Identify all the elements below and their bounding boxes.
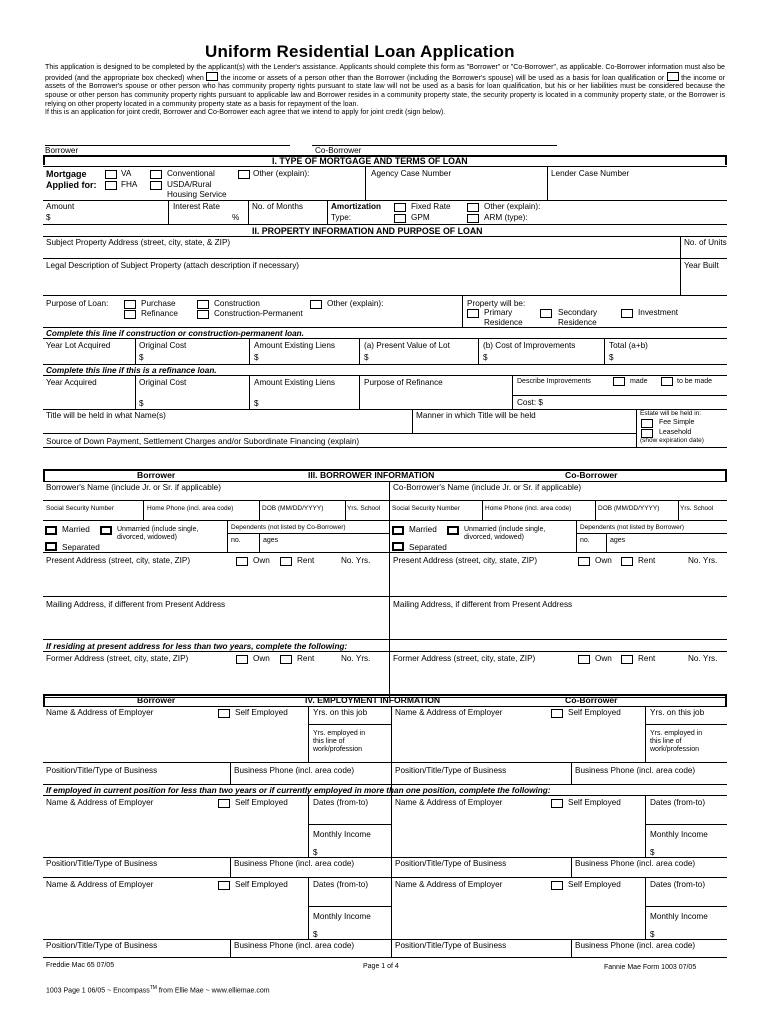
agency-case-label: Agency Case Number bbox=[371, 169, 452, 178]
other-mortgage-checkbox[interactable] bbox=[238, 170, 250, 179]
footer-encompass bbox=[46, 986, 270, 995]
borrower-former-rent-label: Rent bbox=[297, 654, 315, 663]
borrower-former-yrs-label: No. Yrs. bbox=[341, 654, 371, 663]
coborrower-married-label: Married bbox=[409, 525, 437, 534]
coborrower-dependents-label: Dependents (not listed by Borrower) bbox=[580, 524, 685, 531]
form-title: Uniform Residential Loan Application bbox=[205, 42, 515, 61]
borrower-employer-3-label: Name & Address of Employer bbox=[46, 880, 154, 889]
units-label: No. of Units bbox=[684, 238, 727, 247]
borrower-former-own-label: Own bbox=[253, 654, 270, 663]
borrower-self-employed-3-checkbox[interactable] bbox=[218, 881, 230, 890]
property-will-be-label: Property will be: bbox=[467, 299, 526, 308]
gpm-checkbox[interactable] bbox=[394, 214, 406, 223]
coborrower-signature-label: Co-Borrower bbox=[315, 146, 362, 155]
footer-fannie-mae: Fannie Mae Form 1003 07/05 bbox=[604, 964, 697, 971]
purpose-label: Purpose of Loan: bbox=[46, 299, 109, 308]
improvements-made-checkbox[interactable] bbox=[613, 377, 625, 386]
coborrower-former-rent-label: Rent bbox=[638, 654, 656, 663]
fha-label: FHA bbox=[121, 180, 138, 189]
construction-label: Construction bbox=[214, 299, 260, 308]
other-purpose-label: Other (explain): bbox=[327, 299, 384, 308]
footer-encompass-pre: 1003 Page 1 06/05 ~ Encompass bbox=[46, 987, 150, 995]
amortization-label: Amortization bbox=[331, 202, 382, 211]
legal-description-label: Legal Description of Subject Property (attach description if necessary) bbox=[46, 261, 300, 270]
section2-heading: II. PROPERTY INFORMATION AND PURPOSE OF LOAN bbox=[252, 226, 483, 236]
coborrower-business-phone-2-label: Business Phone (incl. area code) bbox=[575, 859, 696, 868]
coborrower-name-label: Co-Borrower's Name (include Jr. or Sr. if applicable) bbox=[393, 483, 582, 492]
borrower-former-own-checkbox[interactable] bbox=[236, 655, 248, 664]
made-label: made bbox=[630, 378, 648, 385]
borrower-signature-line[interactable] bbox=[45, 145, 290, 146]
borrower-married-label: Married bbox=[62, 525, 90, 534]
cost-label: Cost: $ bbox=[517, 398, 543, 407]
borrower-position-label: Position/Title/Type of Business bbox=[46, 766, 158, 775]
refi-existing-liens-dollar: $ bbox=[254, 399, 259, 408]
intro-paragraph bbox=[45, 63, 725, 117]
expiration-label: (show expiration date) bbox=[640, 437, 704, 444]
coborrower-position-3-label: Position/Title/Type of Business bbox=[395, 941, 507, 950]
borrower-monthly-3-dollar: $ bbox=[313, 930, 318, 939]
borrower-yrs-line-2: this line of bbox=[313, 738, 345, 745]
amount-dollar: $ bbox=[46, 213, 51, 222]
borrower-yrs-line-3: work/profession bbox=[313, 746, 363, 753]
section3-heading: III. BORROWER INFORMATION bbox=[308, 470, 435, 480]
footer-encompass-post: from Ellie Mae ~ www.elliemae.com bbox=[156, 987, 270, 995]
describe-improvements-label: Describe Improvements bbox=[517, 378, 591, 385]
other-amortization-label: Other (explain): bbox=[484, 202, 541, 211]
existing-liens-label: Amount Existing Liens bbox=[254, 341, 336, 350]
coborrower-married-checkbox[interactable] bbox=[392, 526, 404, 535]
coborrower-former-yrs-label: No. Yrs. bbox=[688, 654, 718, 663]
refinance-checkbox[interactable] bbox=[124, 310, 136, 319]
section4-heading: IV. EMPLOYMENT INFORMATION bbox=[305, 695, 441, 705]
section1-heading: I. TYPE OF MORTGAGE AND TERMS OF LOAN bbox=[272, 156, 468, 166]
months-label: No. of Months bbox=[252, 202, 303, 211]
secondary-residence-checkbox[interactable] bbox=[540, 309, 552, 318]
coborrower-employer-3-label: Name & Address of Employer bbox=[395, 880, 503, 889]
construction-permanent-label: Construction-Permanent bbox=[214, 309, 303, 318]
borrower-married-checkbox[interactable] bbox=[45, 526, 57, 535]
coborrower-school-label: Yrs. School bbox=[680, 505, 714, 512]
coborrower-rent-checkbox[interactable] bbox=[621, 557, 633, 566]
primary-label-1: Primary bbox=[484, 308, 513, 317]
borrower-mailing-label: Mailing Address, if different from Present Address bbox=[46, 600, 226, 609]
lender-case-label: Lender Case Number bbox=[551, 169, 630, 178]
coborrower-yrs-line-2: this line of bbox=[650, 738, 682, 745]
coborrower-phone-label: Home Phone (incl. area code) bbox=[485, 505, 572, 512]
borrower-own-label: Own bbox=[253, 556, 270, 565]
coborrower-dependents-no: no. bbox=[580, 537, 590, 544]
coborrower-heading-3: Co-Borrower bbox=[565, 470, 618, 480]
secondary-label-1: Secondary bbox=[558, 308, 598, 317]
arm-label: ARM (type): bbox=[484, 213, 528, 222]
joint-income-checkbox[interactable] bbox=[206, 72, 218, 81]
borrower-dependents-ages: ages bbox=[263, 537, 279, 544]
borrower-employer-label: Name & Address of Employer bbox=[46, 708, 154, 717]
borrower-self-employed-label: Self Employed bbox=[235, 708, 288, 717]
intro-text-3: the income or assets of the Borrower's spouse or other person who has community property rights pursuant to state law will not be used as a basis for loan qualification, but his or her liabilities must be considered because the spouse or other person has community property rights pursuant to applicable law and Borrower resides in a community property state, the security property is located in a community property state, or the Borrower is relying on other property located in a community property state as a basis for repayment of the loan. bbox=[45, 73, 725, 108]
coborrower-unmarried-label-1: Unmarried (include single, bbox=[464, 526, 546, 533]
refi-original-cost-dollar: $ bbox=[139, 399, 144, 408]
fixed-rate-label: Fixed Rate bbox=[411, 202, 451, 211]
conventional-checkbox[interactable] bbox=[150, 170, 162, 179]
to-be-made-label: to be made bbox=[677, 378, 713, 385]
cost-improvements-label: (b) Cost of Improvements bbox=[483, 341, 576, 350]
coborrower-dob-label: DOB (MM/DD/YYYY) bbox=[598, 505, 660, 512]
interest-pct: % bbox=[232, 213, 240, 222]
coborrower-dates-3-label: Dates (from-to) bbox=[650, 880, 706, 889]
primary-residence-checkbox[interactable] bbox=[467, 309, 479, 318]
va-checkbox[interactable] bbox=[105, 170, 117, 179]
coborrower-monthly-3-label: Monthly Income bbox=[650, 912, 708, 921]
coborrower-position-label: Position/Title/Type of Business bbox=[395, 766, 507, 775]
borrower-rent-label: Rent bbox=[297, 556, 315, 565]
borrower-yrs-job-label: Yrs. on this job bbox=[313, 708, 368, 717]
coborrower-former-own-label: Own bbox=[595, 654, 612, 663]
coborrower-self-employed-3-checkbox[interactable] bbox=[551, 881, 563, 890]
refi-existing-liens-label: Amount Existing Liens bbox=[254, 378, 336, 387]
coborrower-employer-label: Name & Address of Employer bbox=[395, 708, 503, 717]
coborrower-position-2-label: Position/Title/Type of Business bbox=[395, 859, 507, 868]
purchase-label: Purchase bbox=[141, 299, 176, 308]
coborrower-monthly-3-dollar: $ bbox=[650, 930, 655, 939]
present-value-dollar: $ bbox=[364, 353, 369, 362]
refinance-note: Complete this line if this is a refinance loan. bbox=[46, 366, 217, 375]
footer-page-number: Page 1 of 4 bbox=[363, 963, 399, 970]
applied-for-label: Applied for: bbox=[46, 180, 97, 190]
borrower-separated-label: Separated bbox=[62, 543, 100, 552]
borrower-former-rent-checkbox[interactable] bbox=[280, 655, 292, 664]
employment-note: If employed in current position for less than two years or if currently employed in more than one position, complete the following: bbox=[46, 786, 551, 795]
coborrower-self-employed-2-label: Self Employed bbox=[568, 798, 621, 807]
borrower-dates-3-label: Dates (from-to) bbox=[313, 880, 369, 889]
borrower-dependents-no: no. bbox=[231, 537, 241, 544]
arm-checkbox[interactable] bbox=[467, 214, 479, 223]
center-divider-3 bbox=[389, 481, 390, 697]
coborrower-monthly-2-dollar: $ bbox=[650, 848, 655, 857]
conventional-label: Conventional bbox=[167, 169, 215, 178]
purchase-checkbox[interactable] bbox=[124, 300, 136, 309]
present-value-label: (a) Present Value of Lot bbox=[364, 341, 450, 350]
borrower-position-2-label: Position/Title/Type of Business bbox=[46, 859, 158, 868]
borrower-former-address-label: Former Address (street, city, state, ZIP) bbox=[46, 654, 189, 663]
borrower-unmarried-label-1: Unmarried (include single, bbox=[117, 526, 199, 533]
borrower-self-employed-3-label: Self Employed bbox=[235, 880, 288, 889]
borrower-heading-3: Borrower bbox=[137, 470, 176, 480]
intro-text-2: the income or assets of a person other than the Borrower (including the Borrower's spouse) will be used as a basis for loan qualification or bbox=[220, 73, 665, 82]
fha-checkbox[interactable] bbox=[105, 181, 117, 190]
title-held-label: Title will be held in what Name(s) bbox=[46, 411, 166, 420]
amount-label: Amount bbox=[46, 202, 75, 211]
borrower-monthly-2-dollar: $ bbox=[313, 848, 318, 857]
coborrower-yrs-line-3: work/profession bbox=[650, 746, 700, 753]
borrower-separated-checkbox[interactable] bbox=[45, 542, 57, 551]
investment-label: Investment bbox=[638, 308, 679, 317]
coborrower-separated-checkbox[interactable] bbox=[392, 542, 404, 551]
coborrower-self-employed-label: Self Employed bbox=[568, 708, 621, 717]
gpm-label: GPM bbox=[411, 213, 430, 222]
fee-simple-checkbox[interactable] bbox=[641, 419, 653, 428]
coborrower-yrs-job-label: Yrs. on this job bbox=[650, 708, 705, 717]
coborrower-former-own-checkbox[interactable] bbox=[578, 655, 590, 664]
coborrower-own-label: Own bbox=[595, 556, 612, 565]
borrower-business-phone-3-label: Business Phone (incl. area code) bbox=[234, 941, 355, 950]
coborrower-yrs-line-1: Yrs. employed in bbox=[650, 730, 703, 737]
refi-original-cost-label: Original Cost bbox=[139, 378, 187, 387]
coborrower-former-rent-checkbox[interactable] bbox=[621, 655, 633, 664]
borrower-yrs-label: No. Yrs. bbox=[341, 556, 371, 565]
subject-address-label: Subject Property Address (street, city, state, & ZIP) bbox=[46, 238, 231, 247]
coborrower-rent-label: Rent bbox=[638, 556, 656, 565]
improvements-to-be-made-checkbox[interactable] bbox=[661, 377, 673, 386]
coborrower-business-phone-label: Business Phone (incl. area code) bbox=[575, 766, 696, 775]
borrower-signature-label: Borrower bbox=[45, 146, 79, 155]
borrower-monthly-2-label: Monthly Income bbox=[313, 830, 371, 839]
coborrower-dependents-ages: ages bbox=[610, 537, 626, 544]
usda-label-1: USDA/Rural bbox=[167, 180, 212, 189]
borrower-phone-label: Home Phone (incl. area code) bbox=[147, 505, 234, 512]
investment-checkbox[interactable] bbox=[621, 309, 633, 318]
total-label: Total (a+b) bbox=[609, 341, 648, 350]
borrower-unmarried-label-2: divorced, widowed) bbox=[117, 534, 177, 541]
coborrower-business-phone-3-label: Business Phone (incl. area code) bbox=[575, 941, 696, 950]
borrower-business-phone-label: Business Phone (incl. area code) bbox=[234, 766, 355, 775]
borrower-dependents-label: Dependents (not listed by Co-Borrower) bbox=[231, 524, 346, 531]
construction-permanent-checkbox[interactable] bbox=[197, 310, 209, 319]
other-mortgage-label: Other (explain): bbox=[253, 169, 310, 178]
coborrower-dates-2-label: Dates (from-to) bbox=[650, 798, 706, 807]
coborrower-mailing-label: Mailing Address, if different from Present Address bbox=[393, 600, 573, 609]
usda-checkbox[interactable] bbox=[150, 181, 162, 190]
fee-simple-label: Fee Simple bbox=[659, 419, 695, 426]
borrower-heading-4: Borrower bbox=[137, 695, 176, 705]
primary-label-2: Residence bbox=[484, 318, 523, 327]
coborrower-self-employed-checkbox[interactable] bbox=[551, 709, 563, 718]
coborrower-heading-4: Co-Borrower bbox=[565, 695, 618, 705]
borrower-position-3-label: Position/Title/Type of Business bbox=[46, 941, 158, 950]
less-than-two-years-note: If residing at present address for less than two years, complete the following: bbox=[46, 642, 348, 651]
original-cost-label: Original Cost bbox=[139, 341, 187, 350]
coborrower-unmarried-label-2: divorced, widowed) bbox=[464, 534, 524, 541]
borrower-present-address-label: Present Address (street, city, state, ZIP) bbox=[46, 556, 191, 565]
construction-note: Complete this line if construction or construction-permanent loan. bbox=[46, 329, 304, 338]
coborrower-self-employed-3-label: Self Employed bbox=[568, 880, 621, 889]
footer-freddie-mac: Freddie Mac 65 07/05 bbox=[46, 962, 115, 969]
borrower-school-label: Yrs. School bbox=[347, 505, 381, 512]
coborrower-yrs-label: No. Yrs. bbox=[688, 556, 718, 565]
estate-held-label: Estate will be held in: bbox=[640, 410, 702, 417]
year-lot-label: Year Lot Acquired bbox=[46, 341, 111, 350]
coborrower-self-employed-2-checkbox[interactable] bbox=[551, 799, 563, 808]
borrower-business-phone-2-label: Business Phone (incl. area code) bbox=[234, 859, 355, 868]
borrower-self-employed-checkbox[interactable] bbox=[218, 709, 230, 718]
borrower-employer-2-label: Name & Address of Employer bbox=[46, 798, 154, 807]
coborrower-separated-label: Separated bbox=[409, 543, 447, 552]
mortgage-label: Mortgage bbox=[46, 169, 87, 179]
intro-text-1: This application is designed to be completed by the applicant(s) with the Lender's assistance. Applicants should complete this form as "Borrower" or "Co-Borrower", as applicable. Co-Borrower information must also be provided (and the appropriate box checked) when bbox=[45, 63, 725, 82]
coborrower-own-checkbox[interactable] bbox=[578, 557, 590, 566]
borrower-dob-label: DOB (MM/DD/YYYY) bbox=[262, 505, 324, 512]
existing-liens-dollar: $ bbox=[254, 353, 259, 362]
total-dollar: $ bbox=[609, 353, 614, 362]
borrower-monthly-3-label: Monthly Income bbox=[313, 912, 371, 921]
borrower-dates-2-label: Dates (from-to) bbox=[313, 798, 369, 807]
usda-label-2: Housing Service bbox=[167, 190, 227, 199]
borrower-self-employed-2-checkbox[interactable] bbox=[218, 799, 230, 808]
purpose-refi-label: Purpose of Refinance bbox=[364, 378, 443, 387]
year-acquired-label: Year Acquired bbox=[46, 378, 97, 387]
borrower-name-label: Borrower's Name (include Jr. or Sr. if applicable) bbox=[46, 483, 221, 492]
coborrower-former-address-label: Former Address (street, city, state, ZIP) bbox=[393, 654, 536, 663]
other-amortization-checkbox[interactable] bbox=[467, 203, 479, 212]
borrower-unmarried-checkbox[interactable] bbox=[100, 526, 112, 535]
refinance-label: Refinance bbox=[141, 309, 178, 318]
manner-label: Manner in which Title will be held bbox=[416, 411, 536, 420]
borrower-own-checkbox[interactable] bbox=[236, 557, 248, 566]
secondary-label-2: Residence bbox=[558, 318, 597, 327]
coborrower-unmarried-checkbox[interactable] bbox=[447, 526, 459, 535]
va-label: VA bbox=[121, 169, 132, 178]
intro-text-4: If this is an application for joint credit, Borrower and Co-Borrower each agree that we intend to apply for joint credit (sign below). bbox=[45, 108, 446, 117]
coborrower-ssn-label: Social Security Number bbox=[392, 505, 460, 512]
center-divider-4 bbox=[391, 706, 392, 957]
coborrower-present-address-label: Present Address (street, city, state, ZIP) bbox=[393, 556, 538, 565]
source-down-payment-label: Source of Down Payment, Settlement Charges and/or Subordinate Financing (explain) bbox=[46, 437, 360, 446]
coborrower-employer-2-label: Name & Address of Employer bbox=[395, 798, 503, 807]
borrower-rent-checkbox[interactable] bbox=[280, 557, 292, 566]
year-built-label: Year Built bbox=[684, 261, 719, 270]
borrower-self-employed-2-label: Self Employed bbox=[235, 798, 288, 807]
coborrower-monthly-2-label: Monthly Income bbox=[650, 830, 708, 839]
community-property-checkbox[interactable] bbox=[667, 72, 679, 81]
footer-tm: TM bbox=[149, 985, 157, 991]
other-purpose-checkbox[interactable] bbox=[310, 300, 322, 309]
original-cost-dollar: $ bbox=[139, 353, 144, 362]
construction-checkbox[interactable] bbox=[197, 300, 209, 309]
leasehold-label: Leasehold bbox=[659, 429, 692, 436]
borrower-yrs-line-1: Yrs. employed in bbox=[313, 730, 366, 737]
cost-improvements-dollar: $ bbox=[483, 353, 488, 362]
borrower-ssn-label: Social Security Number bbox=[46, 505, 114, 512]
type-label: Type: bbox=[331, 213, 352, 222]
interest-rate-label: Interest Rate bbox=[173, 202, 220, 211]
fixed-rate-checkbox[interactable] bbox=[394, 203, 406, 212]
